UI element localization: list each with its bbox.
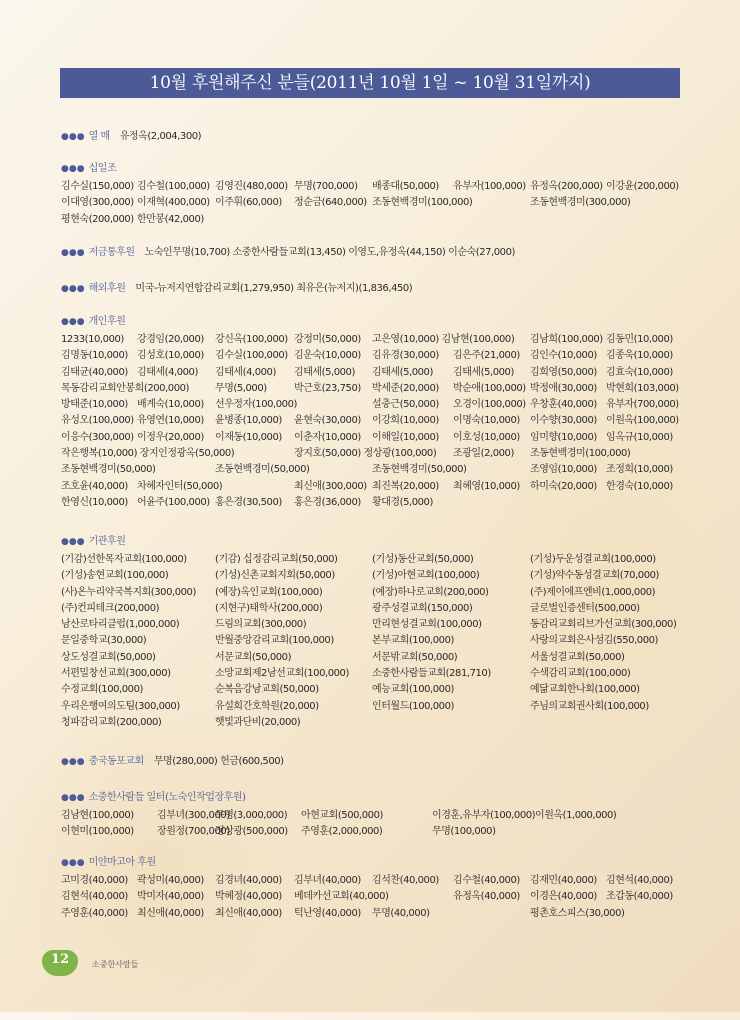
donor-row [61, 824, 686, 840]
donor-entry: (기감)선한목자교회(100,000) [61, 554, 187, 565]
donor-entry: 소망교회제2남선교회(100,000) [215, 668, 349, 680]
donor-entry: (기성)동산교회(50,000) [372, 554, 474, 565]
donor-entry: (기성)신촌교회지회(50,000) [215, 570, 335, 582]
donor-entry: 반월중앙감리교회(100,000) [215, 635, 334, 647]
donor-entry: 김남현(100,000) [61, 810, 134, 821]
donor-entry: 본부교회(100,000) [372, 635, 454, 647]
donor-entry: 동감리교회리브가선교회(300,000) [530, 619, 677, 631]
section-header [61, 315, 686, 329]
section-title: 열 매 [88, 131, 110, 142]
donor-entry: 이명숙(10,000) [453, 415, 520, 427]
donor-entry: 조갑동(40,000) [606, 891, 673, 903]
donor-row [61, 699, 686, 715]
donor-entry: 김태세(5,000) [453, 366, 514, 378]
donor-entry: 상도성결교회(50,000) [61, 651, 156, 663]
donor-entry: 아현교회(500,000) [301, 810, 383, 821]
section-6 [61, 755, 686, 769]
donor-row [61, 633, 686, 649]
section-8 [61, 856, 686, 922]
donor-entry: 김인수(10,000) [530, 350, 597, 362]
donor-row [61, 808, 686, 824]
bullet-dots-icon: ●●● [61, 858, 85, 868]
section-header [61, 856, 686, 870]
bullet-dots-icon: ●●● [61, 537, 85, 547]
donor-row [61, 446, 686, 462]
donor-entry: 수색감리교회(100,000) [530, 668, 631, 680]
donor-entry: 수정교회(100,000) [61, 684, 143, 696]
donor-entry: 이정우(20,000) [137, 431, 204, 443]
donor-row [61, 650, 686, 666]
bullet-dots-icon: ●●● [61, 284, 85, 294]
section-4 [61, 315, 686, 511]
donor-row [61, 906, 686, 922]
donor-entry: 김태세(4,000) [215, 366, 276, 378]
donor-row [61, 873, 686, 889]
donor-entry: 김수실(150,000) [61, 181, 134, 192]
donor-entry: 임옥규(10,000) [606, 431, 673, 443]
donor-entry: 최혜영(10,000) [453, 480, 520, 492]
donor-entry: 작은행복(10,000) 장지인정광옥(50,000) [61, 448, 235, 460]
donor-entry: 김수실(100,000) [215, 350, 288, 362]
donor-entry: 김종욱(10,000) [606, 350, 673, 362]
donor-entry: 유정옥(40,000) [453, 891, 520, 903]
donor-entry: 서편밀창선교회(300,000) [61, 668, 171, 680]
donor-entry: 조동현백경미(50,000) [372, 464, 467, 476]
donor-entry: 유정옥(200,000) [530, 181, 603, 192]
section-7 [61, 791, 686, 841]
donor-entry: (지현구)태학사(200,000) [215, 602, 323, 614]
section-3 [61, 282, 686, 296]
section-inline-entries: 노숙인무명(10,700) 소중한사람들교회(13,450) 이영도,유정옥(44,150) 이순숙(27,000) [144, 247, 515, 258]
donor-entry: (기감) 십정감리교회(50,000) [215, 554, 338, 565]
donor-entry: (기성)두운성결교회(100,000) [530, 554, 656, 565]
donor-entry: 무명(5,000) [215, 382, 267, 394]
donor-list [61, 332, 686, 511]
donor-entry: 이호성(10,000) [453, 431, 520, 443]
donor-entry: 어윤주(100,000) [137, 496, 210, 508]
donor-entry: 청파감리교회(200,000) [61, 716, 162, 728]
donor-entry: 고은영(10,000) 김남현(100,000) [372, 334, 515, 345]
donor-entry: 유부자(700,000) [606, 399, 679, 411]
donor-entry: 유설희간호학원(20,000) [215, 700, 319, 712]
donor-entry: (기성)송현교회(100,000) [61, 570, 169, 582]
donor-entry: 김희영(50,000) [530, 366, 597, 378]
section-header [61, 535, 686, 549]
donor-entry: 조광일(2,000) [453, 448, 514, 460]
donor-list [61, 552, 686, 731]
donor-entry: 이경은(40,000) [530, 891, 597, 903]
donor-entry: 글로벌인증센터(500,000) [530, 602, 640, 614]
donor-entry: 문일중학교(30,000) [61, 635, 147, 647]
donor-entry: 최신애(40,000) [137, 907, 204, 919]
donor-row [61, 381, 686, 397]
donor-row [61, 617, 686, 633]
donor-row [61, 195, 686, 211]
donor-entry: 김수철(100,000) [137, 181, 210, 192]
donor-entry: 조영임(10,000) [530, 464, 597, 476]
donor-entry: 김석찬(40,000) [372, 875, 439, 886]
donor-entry: 주영훈(2,000,000) [301, 826, 383, 838]
donor-row [61, 212, 686, 228]
donor-entry: 이강윤(200,000) [606, 181, 679, 192]
donor-entry: 하미숙(20,000) [530, 480, 597, 492]
donor-entry: 최신애(300,000) [294, 480, 367, 492]
donor-entry: 이재혁(400,000) [137, 197, 210, 209]
donor-row [61, 397, 686, 413]
donor-entry: 김영진(480,000) [215, 181, 288, 192]
donor-entry: 이경훈,유부자(100,000) [432, 810, 536, 821]
donor-entry: 차혜자인터(50,000) [137, 480, 223, 492]
donor-entry: 배종대(50,000) [372, 181, 439, 192]
section-title: 해외후원 [88, 283, 126, 294]
donor-entry: 광주성결교회(150,000) [372, 602, 473, 614]
donor-entry: 이수향(30,000) [530, 415, 597, 427]
donor-entry: 김부녀(300,000) [157, 810, 230, 821]
donor-entry: 유영연(10,000) [137, 415, 204, 427]
donor-entry: 서문밖교회(50,000) [372, 651, 458, 663]
donor-entry: 서울성결교회(50,000) [530, 651, 625, 663]
bullet-dots-icon: ●●● [61, 164, 85, 174]
donor-entry: 서문교회(50,000) [215, 651, 292, 663]
donor-entry: 평촌호스피스(30,000) [530, 907, 625, 919]
donor-row [61, 479, 686, 495]
donor-entry: 유성오(100,000) [61, 415, 134, 427]
donor-entry: 선우정자(100,000) [215, 399, 297, 411]
donor-entry: 인터월드(100,000) [372, 700, 454, 712]
donor-entry: 정순금(640,000) [294, 197, 367, 209]
donor-entry: 조동현백경미(100,000) [372, 197, 473, 209]
bullet-dots-icon: ●●● [61, 793, 85, 803]
donor-entry: 황대경(5,000) [372, 496, 433, 508]
donor-entry: 무명(40,000) [372, 907, 430, 919]
donor-entry: 박미자(40,000) [137, 891, 204, 903]
donor-entry: 김태세(5,000) [294, 366, 355, 378]
donor-entry: 유부자(100,000) [453, 181, 526, 192]
donor-entry: 이현미(100,000) [61, 826, 134, 838]
section-title: 미얀마고아 후원 [88, 857, 156, 868]
donor-entry: (기성)약수동성결교회(70,000) [530, 570, 659, 582]
donor-entry: 사랑의교회은사섬김(550,000) [530, 635, 658, 647]
donor-entry: 임미향(10,000) [530, 431, 597, 443]
donor-entry: 윤현숙(30,000) [294, 415, 361, 427]
donor-entry: 강정미(50,000) [294, 334, 361, 345]
section-title: 중국동포교회 [88, 756, 144, 767]
donor-entry: 김수철(40,000) [453, 875, 520, 886]
donor-row [61, 332, 686, 348]
section-title: 기관후원 [88, 536, 126, 547]
bullet-dots-icon: ●●● [61, 248, 85, 258]
section-5 [61, 535, 686, 731]
donor-entry: 순복음강남교회(50,000) [215, 684, 319, 696]
donor-entry: 강경임(20,000) [137, 334, 204, 345]
donor-entry: 이원옥(1,000,000) [535, 810, 617, 821]
donor-entry: 한경숙(10,000) [606, 480, 673, 492]
donor-entry: (주)제이에프엔비(1,000,000) [530, 586, 656, 598]
donor-entry: 홍은경(30,500) [215, 496, 282, 508]
section-2 [61, 246, 686, 260]
donor-entry: 박현희(103,000) [606, 382, 679, 394]
donor-entry: 예닮교회한나회(100,000) [530, 684, 640, 696]
donor-entry: 김유경(30,000) [372, 350, 439, 362]
donor-entry: 햇빛과단비(20,000) [215, 716, 301, 728]
section-inline-entries: 무명(280,000) 헌금(600,500) [153, 756, 284, 767]
donor-row [61, 348, 686, 364]
donor-entry: 김태균(40,000) [61, 366, 128, 378]
donor-row [61, 413, 686, 429]
donor-entry: 1233(10,000) [61, 334, 124, 345]
section-header [61, 246, 686, 260]
donor-entry: 배계숙(10,000) [137, 399, 204, 411]
donor-entry: 이해일(10,000) [372, 431, 439, 443]
donor-entry: 최신애(40,000) [215, 907, 282, 919]
donor-entry: (사)온누리약국복지회(300,000) [61, 586, 196, 598]
section-title: 개인후원 [88, 316, 126, 327]
donor-entry: 우리은행여의도팀(300,000) [61, 700, 180, 712]
donor-entry: 박세준(20,000) [372, 382, 439, 394]
donor-entry: 김은주(21,000) [453, 350, 520, 362]
donor-entry: 조호윤(40,000) [61, 480, 128, 492]
donor-entry: 무명(100,000) [432, 826, 496, 838]
donor-row [61, 666, 686, 682]
donor-entry: 박정애(30,000) [530, 382, 597, 394]
page-number: 12 [50, 952, 70, 967]
donor-entry: 장지호(50,000) 정상광(100,000) [294, 448, 437, 460]
donor-row [61, 585, 686, 601]
section-title: 저금통후원 [88, 247, 135, 258]
donor-entry: 예능교회(100,000) [372, 684, 454, 696]
section-1 [61, 162, 686, 228]
donor-entry: (예장)옥인교회(100,000) [215, 586, 323, 598]
bullet-dots-icon: ●●● [61, 317, 85, 327]
donor-entry: 남산로타리클럽(1,000,000) [61, 619, 180, 631]
donor-entry: 이재동(10,000) [215, 431, 282, 443]
donor-entry: 한영신(10,000) [61, 496, 128, 508]
section-header [61, 130, 686, 144]
donor-entry: 김현석(40,000) [61, 891, 128, 903]
donor-entry: 김태세(5,000) [372, 366, 433, 378]
donor-row [61, 715, 686, 731]
section-header [61, 282, 686, 296]
donor-entry: 방태준(10,000) [61, 399, 128, 411]
donor-entry: 정상광(500,000) [215, 826, 288, 838]
donor-entry: 조동현백경미(100,000) [530, 448, 631, 460]
donor-entry: 턱난영(40,000) [294, 907, 361, 919]
donor-entry: 이주휘(60,000) [215, 197, 282, 209]
donor-row [61, 568, 686, 584]
donor-entry: 무명(700,000) [294, 181, 358, 192]
section-header [61, 791, 686, 805]
bullet-dots-icon: ●●● [61, 132, 85, 142]
donor-entry: 김효숙(10,000) [606, 366, 673, 378]
donor-row [61, 889, 686, 905]
donor-entry: 주영훈(40,000) [61, 907, 128, 919]
donor-entry: 홍은경(36,000) [294, 496, 361, 508]
donor-entry: 오경이(100,000) [453, 399, 526, 411]
donor-entry: 설충근(50,000) [372, 399, 439, 411]
donor-list [61, 873, 686, 922]
donor-entry: 박혜정(40,000) [215, 891, 282, 903]
donor-entry: 소중한사람들교회(281,710) [372, 668, 491, 680]
donor-entry: (주)컨피테크(200,000) [61, 602, 160, 614]
donor-entry: 김재민(40,000) [530, 875, 597, 886]
donor-list [61, 808, 686, 841]
donor-entry: 한만봉(42,000) [137, 213, 204, 225]
donor-entry: 조동현백경미(50,000) [215, 464, 310, 476]
donor-entry: 김동민(10,000) [606, 334, 673, 345]
donor-entry: 우창훈(40,000) [530, 399, 597, 411]
donor-entry: 김부녀(40,000) [294, 875, 361, 886]
donor-row [61, 601, 686, 617]
donor-entry: 목동감리교회안봉희(200,000) [61, 382, 189, 394]
section-title: 소중한사람들 일터(노숙인작업장후원) [88, 792, 246, 803]
donor-entry: 조동현백경미(300,000) [530, 197, 631, 209]
donor-entry: 이원옥(100,000) [606, 415, 679, 427]
section-header [61, 162, 686, 176]
page-title: 10월 후원해주신 분들(2011년 10월 1일 ~ 10월 31일까지) [60, 68, 680, 98]
donor-entry: 김경녀(40,000) [215, 875, 282, 886]
donor-entry: 고미경(40,000) [61, 875, 128, 886]
section-inline-entries: 미국-뉴저지연합감리교회(1,279,950) 최유은(뉴저지)(1,836,450) [135, 283, 413, 294]
section-inline-entries: 유정옥(2,004,300) [119, 131, 202, 142]
donor-entry: 김태세(4,000) [137, 366, 198, 378]
donor-entry: 이춘자(10,000) [294, 431, 361, 443]
donor-entry: 김현석(40,000) [606, 875, 673, 886]
donor-row [61, 682, 686, 698]
footer-label: 소중한사람들 [92, 960, 139, 969]
donor-entry: 평현숙(200,000) [61, 213, 134, 225]
donor-entry: 박순애(100,000) [453, 382, 526, 394]
bullet-dots-icon: ●●● [61, 757, 85, 767]
donor-entry: 조정희(10,000) [606, 464, 673, 476]
donor-entry: 박근호(23,750) [294, 382, 361, 394]
donor-entry: 윤병종(10,000) [215, 415, 282, 427]
donor-entry: 베데카선교회(40,000) [294, 891, 389, 903]
donor-row [61, 179, 686, 195]
donor-entry: 이응수(300,000) [61, 431, 134, 443]
donor-entry: 이강희(10,000) [372, 415, 439, 427]
section-header [61, 755, 686, 769]
donor-entry: 최진복(20,000) [372, 480, 439, 492]
donor-entry: (기성)아현교회(100,000) [372, 570, 480, 582]
donor-entry: 무명(3,000,000) [215, 810, 288, 821]
donor-entry: 드림의교회(300,000) [215, 619, 307, 631]
donor-row [61, 430, 686, 446]
donor-row [61, 495, 686, 511]
section-0 [61, 130, 686, 144]
donor-entry: 김운숙(10,000) [294, 350, 361, 362]
donor-entry: 이대영(300,000) [61, 197, 134, 209]
donor-entry: 조동현백경미(50,000) [61, 464, 156, 476]
section-title: 십일조 [88, 163, 117, 174]
donor-entry: 곽성미(40,000) [137, 875, 204, 886]
donor-row [61, 462, 686, 478]
donor-entry: 장원정(700,000) [157, 826, 230, 838]
donor-row [61, 365, 686, 381]
donor-entry: 김남희(100,000) [530, 334, 603, 345]
donor-list [61, 179, 686, 228]
donor-entry: 김성호(10,000) [137, 350, 204, 362]
donor-entry: 만리현성결교회(100,000) [372, 619, 482, 631]
donor-entry: (예장)하나로교회(200,000) [372, 586, 489, 598]
donor-entry: 주님의교회권사회(100,000) [530, 700, 649, 712]
donor-row [61, 552, 686, 568]
donor-entry: 김명동(10,000) [61, 350, 128, 362]
donor-entry: 강신옥(100,000) [215, 334, 288, 345]
